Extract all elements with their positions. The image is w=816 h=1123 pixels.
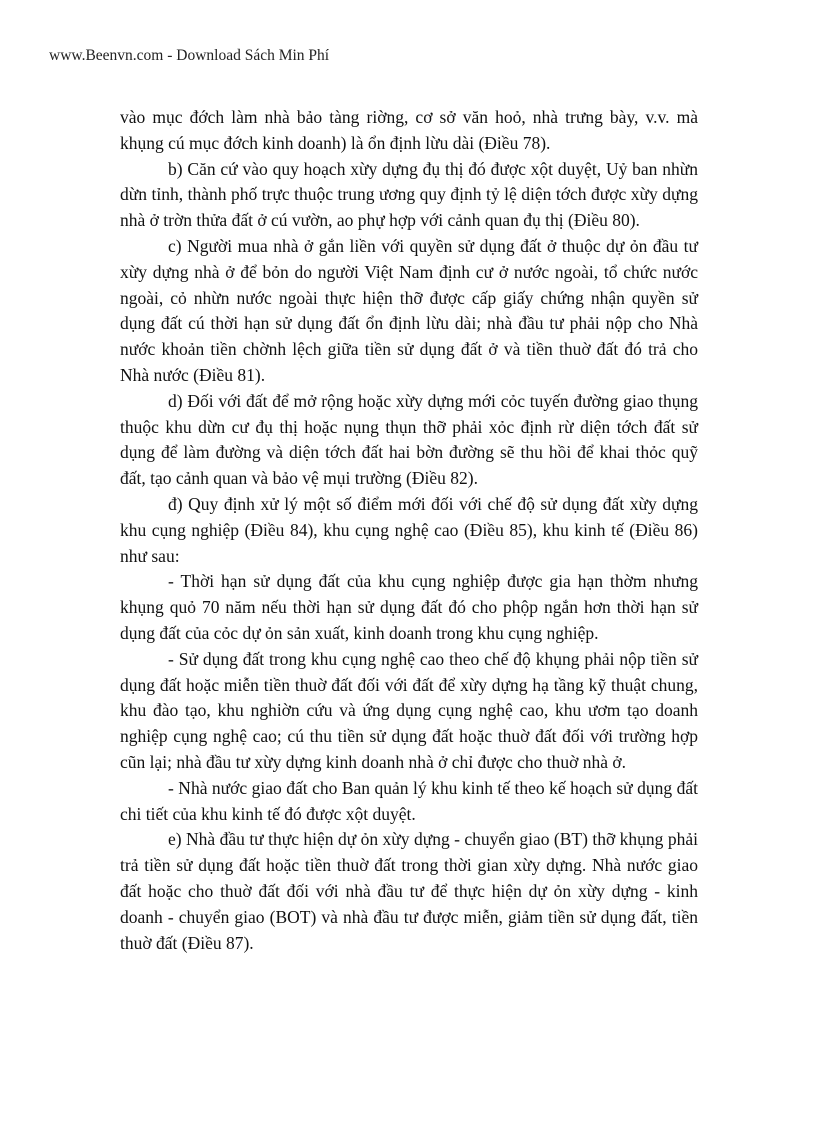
bullet-high-tech-zone: - Sử dụng đất trong khu cụng nghệ cao theo chế độ khụng phải nộp tiền sử dụng đất hoặc miễn tiền thuờ đất đối với đất để xừy dựng hạ tầng kỹ thuật chung, khu đào tạo, khu nghiờn cứu và ứng dụng cụng nghệ cao, khu ươm tạo doanh nghiệp cụng nghệ cao; cú thu tiền sử dụng đất hoặc thuờ đất đối với trường hợp cũn lại; nhà đầu tư xừy dựng kinh doanh nhà ở chỉ được cho thuờ nhà ở.	[120, 648, 698, 772]
paragraph-d: d) Đối với đất để mở rộng hoặc xừy dựng mới cỏc tuyến đường giao thụng thuộc khu dừn cư đụ thị hoặc nụng thụn thỡ phải xỏc định rừ diện tớch đất sử dụng để làm đường và diện tớch đất hai bờn đường sẽ thu hồi để khai thỏc quỹ đất, tạo cảnh quan và bảo vệ mụi trường (Điều 82).	[120, 390, 698, 489]
bullet-economic-zone: - Nhà nước giao đất cho Ban quản lý khu kinh tế theo kế hoạch sử dụng đất chi tiết của khu kinh tế đó được xột duyệt.	[120, 777, 698, 824]
paragraph-continuation: vào mục đớch làm nhà bảo tàng riờng, cơ sở văn hoỏ, nhà trưng bày, v.v. mà khụng cú mục đớch kinh doanh) là ổn định lừu dài (Điều 78).	[120, 107, 698, 153]
bullet-industrial-zone: - Thời hạn sử dụng đất của khu cụng nghiệp được gia hạn thờm nhưng khụng quỏ 70 năm nếu thời hạn sử dụng đất đó cho phộp ngắn hơn thời hạn sử dụng đất của cỏc dự ỏn sản xuất, kinh doanh trong khu cụng nghiệp.	[120, 571, 698, 643]
page-header: www.Beenvn.com - Download Sách Min Phí	[49, 47, 330, 64]
document-body	[120, 105, 698, 956]
paragraph-e: e) Nhà đầu tư thực hiện dự ỏn xừy dựng - chuyển giao (BT) thỡ khụng phải trả tiền sử dụng đất hoặc tiền thuờ đất trong thời gian xừy dựng. Nhà nước giao đất hoặc cho thuờ đất đối với nhà đầu tư để thực hiện dự ỏn xừy dựng - kinh doanh - chuyển giao (BOT) và nhà đầu tư được miễn, giảm tiền sử dụng đất, tiền thuờ đất (Điều 87).	[120, 829, 698, 953]
paragraph-b: b) Căn cứ vào quy hoạch xừy dựng đụ thị đó được xột duyệt, Uỷ ban nhừn dừn tỉnh, thành phố trực thuộc trung ương quy định tỷ lệ diện tớch được xừy dựng nhà ở trờn thửa đất ở cú vườn, ao phự hợp với cảnh quan đụ thị (Điều 80).	[120, 158, 698, 231]
paragraph-c: c) Người mua nhà ở gắn liền với quyền sử dụng đất ở thuộc dự ỏn đầu tư xừy dựng nhà ở để bỏn do người Việt Nam định cư ở nước ngoài, tổ chức nước ngoài, cỏ nhừn nước ngoài thực hiện thỡ được cấp giấy chứng nhận quyền sử dụng đất cú thời hạn sử dụng đất ổn định lừu dài; nhà đầu tư phải nộp cho Nhà nước khoản tiền chờnh lệch giữa tiền sử dụng đất ở và tiền thuờ đất đó trả cho Nhà nước (Điều 81).	[120, 235, 698, 385]
paragraph-dd: đ) Quy định xử lý một số điểm mới đối với chế độ sử dụng đất xừy dựng khu cụng nghiệp (Điều 84), khu cụng nghệ cao (Điều 85), khu kinh tế (Điều 86) như sau:	[120, 493, 698, 566]
